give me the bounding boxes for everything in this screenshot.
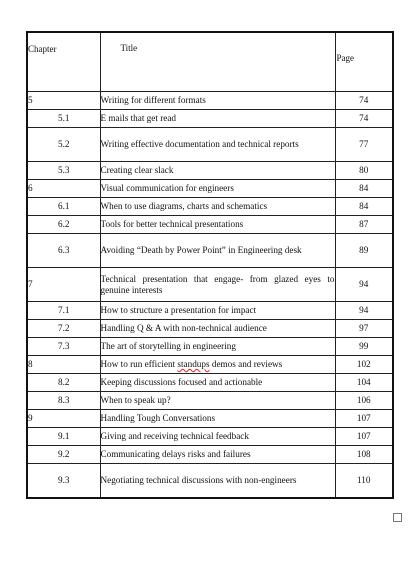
chapter-title: How to run efficient standups demos and reviews bbox=[100, 356, 335, 374]
table-header-row bbox=[27, 32, 393, 92]
page-number: 84 bbox=[335, 180, 393, 198]
page-number: 108 bbox=[335, 446, 393, 464]
chapter-number: 8.3 bbox=[27, 392, 100, 410]
page-number: 84 bbox=[335, 198, 393, 216]
chapter-title: Creating clear slack bbox=[100, 162, 335, 180]
page-number: 89 bbox=[335, 234, 393, 268]
page-number: 110 bbox=[335, 464, 393, 498]
table-row bbox=[27, 302, 393, 320]
table-row bbox=[27, 338, 393, 356]
chapter-number: 7.1 bbox=[27, 302, 100, 320]
chapter-title: Handling Q & A with non-technical audience bbox=[100, 320, 335, 338]
chapter-number: 6 bbox=[27, 180, 100, 198]
chapter-number: 5.2 bbox=[27, 128, 100, 162]
chapter-title: Visual communication for engineers bbox=[100, 180, 335, 198]
chapter-number: 5.1 bbox=[27, 110, 100, 128]
table-row bbox=[27, 128, 393, 162]
chapter-number: 8.2 bbox=[27, 374, 100, 392]
page-number: 107 bbox=[335, 410, 393, 428]
chapter-number: 9 bbox=[27, 410, 100, 428]
header-chapter: Chapter bbox=[27, 32, 100, 92]
chapter-title: Technical presentation that engage- from glazed eyes to genuine interests bbox=[100, 268, 335, 302]
chapter-title: When to use diagrams, charts and schematics bbox=[100, 198, 335, 216]
chapter-number: 7 bbox=[27, 268, 100, 302]
table-row bbox=[27, 320, 393, 338]
table-row bbox=[27, 92, 393, 110]
chapter-title: Communicating delays risks and failures bbox=[100, 446, 335, 464]
page-number: 80 bbox=[335, 162, 393, 180]
page-number: 77 bbox=[335, 128, 393, 162]
table-row bbox=[27, 356, 393, 374]
table-row bbox=[27, 410, 393, 428]
table-row bbox=[27, 464, 393, 498]
chapter-number: 5.3 bbox=[27, 162, 100, 180]
chapter-title: Writing effective documentation and technical reports bbox=[100, 128, 335, 162]
chapter-number: 9.1 bbox=[27, 428, 100, 446]
chapter-title: Avoiding “Death by Power Point” in Engineering desk bbox=[100, 234, 335, 268]
chapter-number: 7.2 bbox=[27, 320, 100, 338]
table-row bbox=[27, 216, 393, 234]
chapter-number: 5 bbox=[27, 92, 100, 110]
chapter-title: E mails that get read bbox=[100, 110, 335, 128]
chapter-title: Negotiating technical discussions with non-engineers bbox=[100, 464, 335, 498]
chapter-title: When to speak up? bbox=[100, 392, 335, 410]
table-row bbox=[27, 392, 393, 410]
table-row bbox=[27, 198, 393, 216]
page-number: 94 bbox=[335, 302, 393, 320]
table-row bbox=[27, 446, 393, 464]
chapter-number: 9.3 bbox=[27, 464, 100, 498]
page-number: 102 bbox=[335, 356, 393, 374]
page-number: 106 bbox=[335, 392, 393, 410]
page-number: 74 bbox=[335, 92, 393, 110]
chapter-number: 7.3 bbox=[27, 338, 100, 356]
table-of-contents bbox=[26, 31, 394, 499]
table-row bbox=[27, 268, 393, 302]
page-number: 94 bbox=[335, 268, 393, 302]
table-row bbox=[27, 110, 393, 128]
table-row bbox=[27, 234, 393, 268]
table-resize-handle[interactable] bbox=[393, 513, 402, 522]
chapter-number: 6.1 bbox=[27, 198, 100, 216]
chapter-title: How to structure a presentation for impact bbox=[100, 302, 335, 320]
table-row bbox=[27, 162, 393, 180]
chapter-number: 6.3 bbox=[27, 234, 100, 268]
page-number: 107 bbox=[335, 428, 393, 446]
chapter-title: Giving and receiving technical feedback bbox=[100, 428, 335, 446]
chapter-title: Tools for better technical presentations bbox=[100, 216, 335, 234]
chapter-number: 6.2 bbox=[27, 216, 100, 234]
page-number: 87 bbox=[335, 216, 393, 234]
table-row bbox=[27, 180, 393, 198]
table-row bbox=[27, 428, 393, 446]
header-page: Page bbox=[335, 32, 393, 92]
chapter-number: 9.2 bbox=[27, 446, 100, 464]
chapter-number: 8 bbox=[27, 356, 100, 374]
header-title: Title bbox=[100, 32, 335, 92]
page-number: 97 bbox=[335, 320, 393, 338]
chapter-title: Handling Tough Conversations bbox=[100, 410, 335, 428]
page-number: 104 bbox=[335, 374, 393, 392]
chapter-title: Writing for different formats bbox=[100, 92, 335, 110]
page-number: 99 bbox=[335, 338, 393, 356]
table-row bbox=[27, 374, 393, 392]
spellcheck-word[interactable]: standups bbox=[177, 359, 210, 369]
chapter-title: The art of storytelling in engineering bbox=[100, 338, 335, 356]
page-number: 74 bbox=[335, 110, 393, 128]
chapter-title: Keeping discussions focused and actionable bbox=[100, 374, 335, 392]
